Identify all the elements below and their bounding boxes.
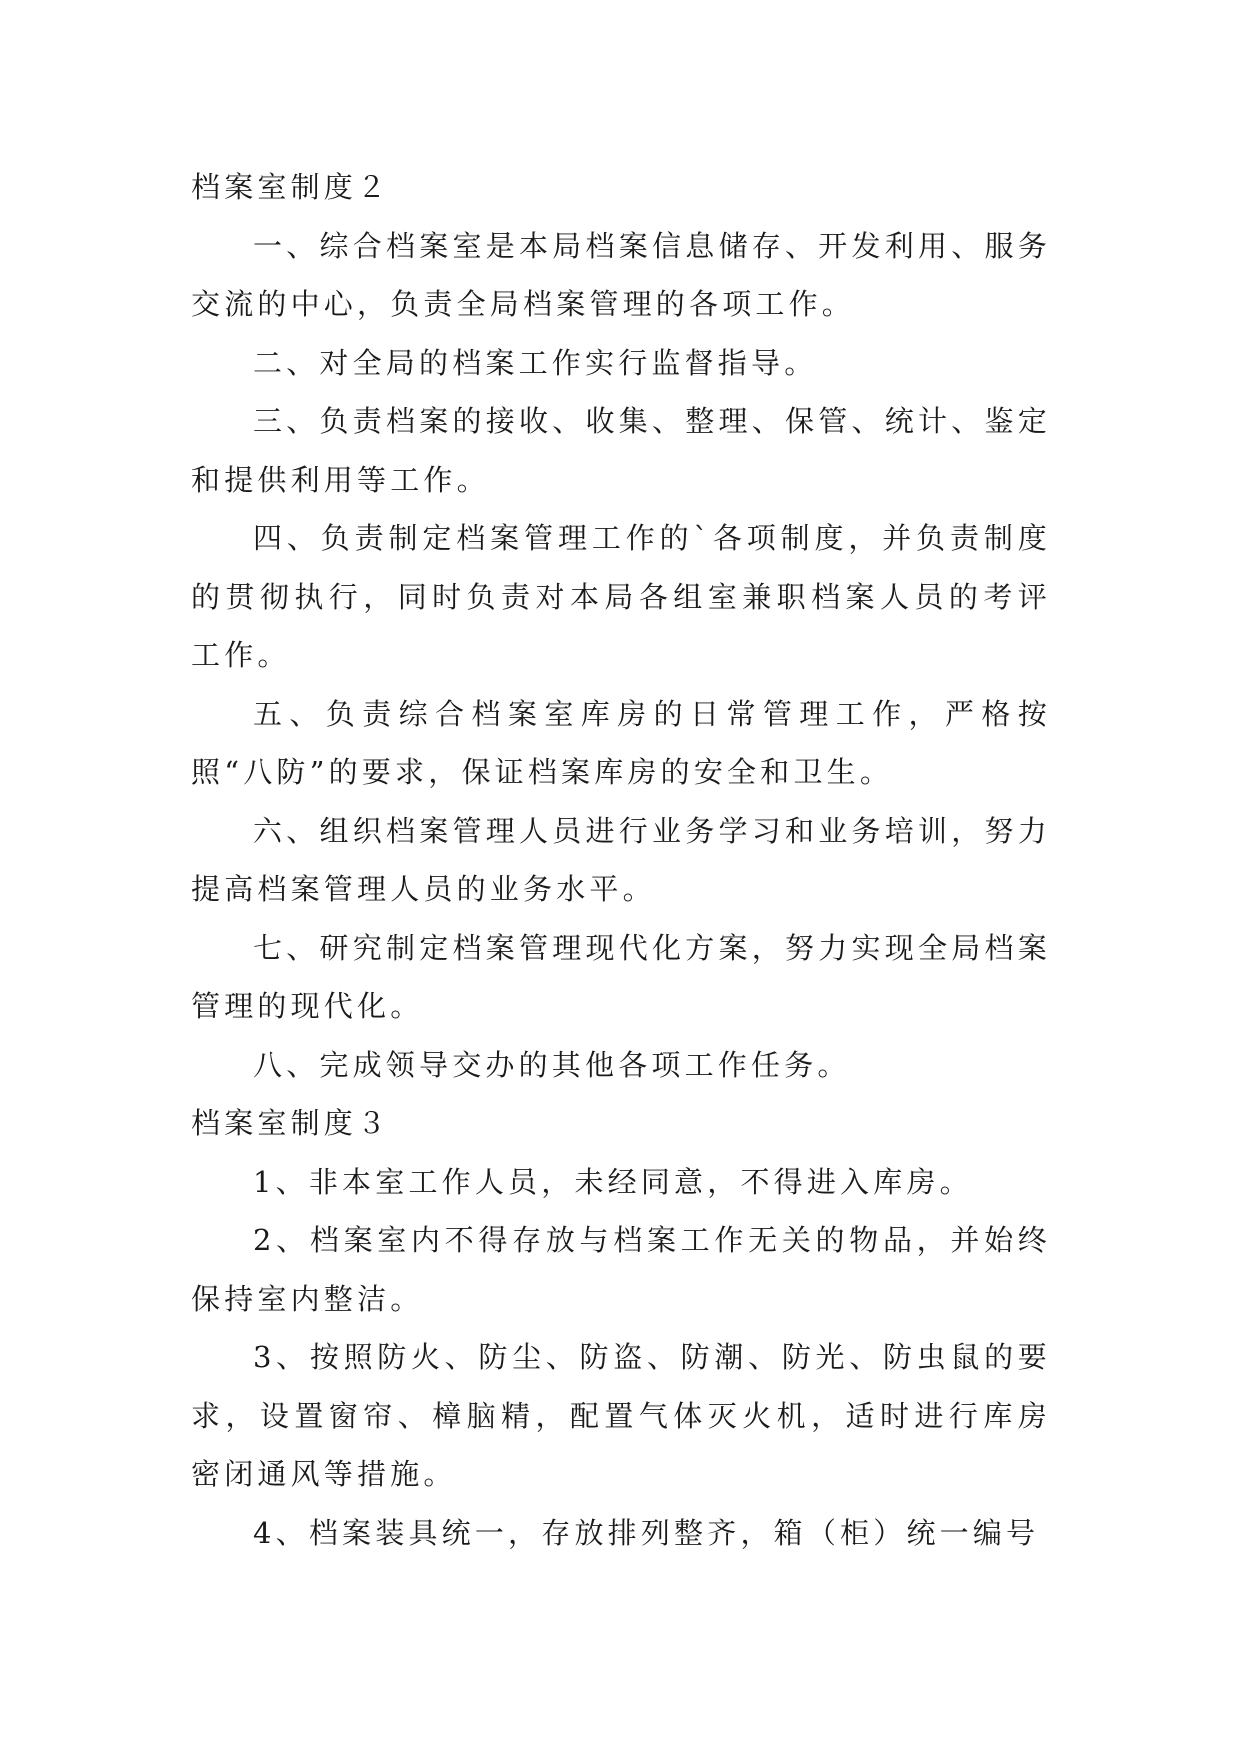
paragraph: 五、负责综合档案室库房的日常管理工作，严格按照“八防”的要求，保证档案库房的安全和卫生。	[191, 696, 1051, 789]
paragraph: 三、负责档案的接收、收集、整理、保管、统计、鉴定和提供利用等工作。	[191, 404, 1051, 497]
paragraph: 4、档案装具统一，存放排列整齐，箱（柜）统一编号	[253, 1515, 1040, 1550]
paragraph: 四、负责制定档案管理工作的`各项制度，并负责制度的贯彻执行，同时负责对本局各组室兼职档案人员的考评工作。	[191, 521, 1051, 672]
paragraph: 3、按照防火、防尘、防盗、防潮、防光、防虫鼠的要求，设置窗帘、樟脑精，配置气体灭火机，适时进行库房密闭通风等措施。	[191, 1340, 1051, 1491]
document-body	[191, 158, 1051, 1562]
section-title: 档案室制度３	[191, 1106, 391, 1140]
paragraph: 一、综合档案室是本局档案信息储存、开发利用、服务交流的中心，负责全局档案管理的各项工作。	[191, 228, 1051, 321]
section-title: 档案室制度２	[191, 170, 391, 204]
paragraph: 2、档案室内不得存放与档案工作无关的物品，并始终保持室内整洁。	[191, 1223, 1051, 1316]
paragraph: 1、非本室工作人员，未经同意，不得进入库房。	[253, 1164, 973, 1199]
paragraph: 七、研究制定档案管理现代化方案，努力实现全局档案管理的现代化。	[191, 930, 1051, 1023]
paragraph: 六、组织档案管理人员进行业务学习和业务培训，努力提高档案管理人员的业务水平。	[191, 813, 1051, 906]
paragraph: 二、对全局的档案工作实行监督指导。	[253, 345, 818, 380]
paragraph: 八、完成领导交办的其他各项工作任务。	[253, 1047, 851, 1082]
